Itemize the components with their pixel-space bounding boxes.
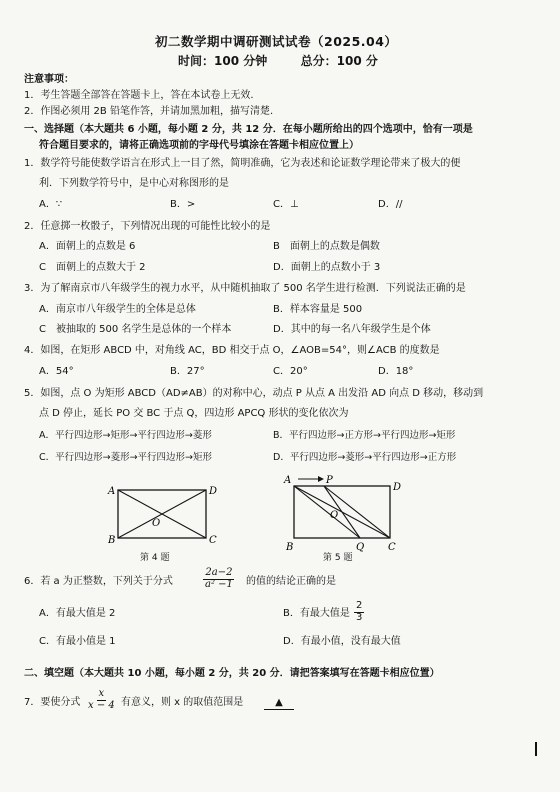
q2-stem: 2．任意掷一枚骰子，下列情况出现的可能性比较小的是 — [24, 221, 271, 232]
q1-stem-cont: 利．下列数学符号中，是中心对称图形的是 — [39, 178, 229, 189]
q5-option-b: B．平行四边形→正方形→平行四边形→矩形 — [273, 430, 456, 441]
q6-fraction-numerator: 2a−2 — [205, 567, 233, 578]
segment-aq — [294, 486, 360, 538]
q6-option-b-denominator: 3 — [356, 611, 363, 623]
q6-stem-prefix: 6．若 a 为正整数，下列关于分式 — [24, 576, 173, 587]
notes-heading: 注意事项： — [24, 74, 74, 85]
q2-option-b: B 面朝上的点数是偶数 — [273, 241, 380, 252]
q6-fraction — [203, 568, 235, 590]
answer-blank-mark: ▲ — [264, 697, 294, 710]
q4-option-b: B．27° — [170, 366, 205, 377]
q5-option-d: D．平行四边形→菱形→平行四边形→正方形 — [273, 452, 457, 463]
label-p: P — [326, 475, 333, 486]
q4-option-a: A．54° — [39, 366, 74, 377]
label-q: Q — [356, 542, 365, 553]
label-b: B — [286, 542, 294, 553]
note-item: 2．作图必须用 2B 铅笔作答，并请加黑加粗，描写清楚. — [24, 106, 274, 117]
q3-option-b: B．样本容量是 500 — [273, 304, 363, 315]
q6-option-c: C．有最小值是 1 — [39, 636, 116, 647]
q2-option-a: A．面朝上的点数是 6 — [39, 241, 136, 252]
exam-time-total: 时间：100 分钟 总分：100 分 — [178, 54, 378, 68]
scan-edge-mark — [535, 742, 537, 756]
figure-4-rectangle-diagram — [100, 478, 230, 558]
figure-5-caption: 第 5 题 — [323, 553, 353, 563]
q4-option-d: D．18° — [378, 366, 414, 377]
q1-option-a: A．∵ — [39, 199, 63, 210]
label-c: C — [388, 542, 396, 553]
figure-5-rectangle-diagram — [282, 472, 412, 556]
note-item: 1．考生答题全部答在答题卡上，答在本试卷上无效. — [24, 90, 254, 101]
q7-fraction-denominator: x − 4 — [88, 699, 115, 711]
q3-option-c: C 被抽取的 500 名学生是总体的一个样本 — [39, 324, 232, 335]
section1-heading-cont: 符合题目要求的，请将正确选项前的字母代号填涂在答题卡相应位置上） — [39, 140, 359, 151]
q6-option-b-fraction — [354, 601, 364, 623]
label-o: O — [152, 518, 161, 529]
q7-stem-suffix: 有意义，则 x 的取值范围是 — [121, 697, 244, 708]
arrow-head-icon — [318, 476, 324, 482]
q6-stem-suffix: 的值的结论正确的是 — [246, 576, 336, 587]
label-d: D — [393, 482, 402, 493]
exam-title: 初二数学期中调研测试试卷（2025.04） — [155, 34, 398, 49]
q2-option-c: C 面朝上的点数大于 2 — [39, 262, 146, 273]
figure-4-caption: 第 4 题 — [140, 553, 170, 563]
q7-fraction — [86, 689, 117, 711]
q2-option-d: D．面朝上的点数小于 3 — [273, 262, 381, 273]
q3-option-d: D．其中的每一名八年级学生是个体 — [273, 324, 431, 335]
q3-stem: 3．为了解南京市八年级学生的视力水平，从中随机抽取了 500 名学生进行检测．下列说法正确的是 — [24, 283, 466, 294]
q7-fraction-numerator: x — [98, 688, 105, 699]
q6-fraction-denominator: a² −1 — [205, 578, 233, 590]
label-b: B — [108, 535, 116, 546]
q5-stem-cont: 点 D 停止，延长 PO 交 BC 于点 Q，四边形 APCQ 形状的变化依次为 — [39, 408, 349, 419]
q6-option-a: A．有最大值是 2 — [39, 608, 116, 619]
q5-option-a: A．平行四边形→矩形→平行四边形→菱形 — [39, 430, 212, 441]
label-o: O — [330, 510, 339, 521]
q5-option-c: C．平行四边形→菱形→平行四边形→矩形 — [39, 452, 213, 463]
label-a: A — [108, 486, 116, 497]
q7-answer-blank — [264, 697, 294, 710]
q1-option-b: B．> — [170, 199, 196, 210]
q7-stem-prefix: 7．要使分式 — [24, 697, 81, 708]
q6-option-b-numerator: 2 — [356, 600, 363, 611]
q6-option-b-prefix: B．有最大值是 — [283, 608, 350, 619]
q3-option-a: A．南京市八年级学生的全体是总体 — [39, 304, 196, 315]
section2-heading: 二、填空题（本大题共 10 小题，每小题 2 分，共 20 分．请把答案填写在答题卡相应位置） — [24, 668, 440, 679]
q4-stem: 4．如图，在矩形 ABCD 中，对角线 AC，BD 相交于点 O，∠AOB=54°，则∠ACB 的度数是 — [24, 345, 440, 356]
q1-stem: 1．数学符号能使数学语言在形式上一目了然，简明准确，它为表述和论证数学理论带来了极大的便 — [24, 158, 461, 169]
q5-stem: 5．如图，点 O 为矩形 ABCD（AD≠AB）的对称中心，动点 P 从点 A 出发沿 AD 向点 D 移动，移动到 — [24, 388, 484, 399]
q1-option-c: C．⊥ — [273, 199, 299, 210]
q4-option-c: C．20° — [273, 366, 308, 377]
q1-option-d: D．// — [378, 199, 403, 210]
label-c: C — [209, 535, 217, 546]
label-d: D — [209, 486, 218, 497]
q6-option-d: D．有最小值，没有最大值 — [283, 636, 401, 647]
section1-heading: 一、选择题（本大题共 6 小题，每小题 2 分，共 12 分．在每小题所给出的四个选项中，恰有一项是 — [24, 124, 473, 135]
label-a: A — [284, 475, 292, 486]
